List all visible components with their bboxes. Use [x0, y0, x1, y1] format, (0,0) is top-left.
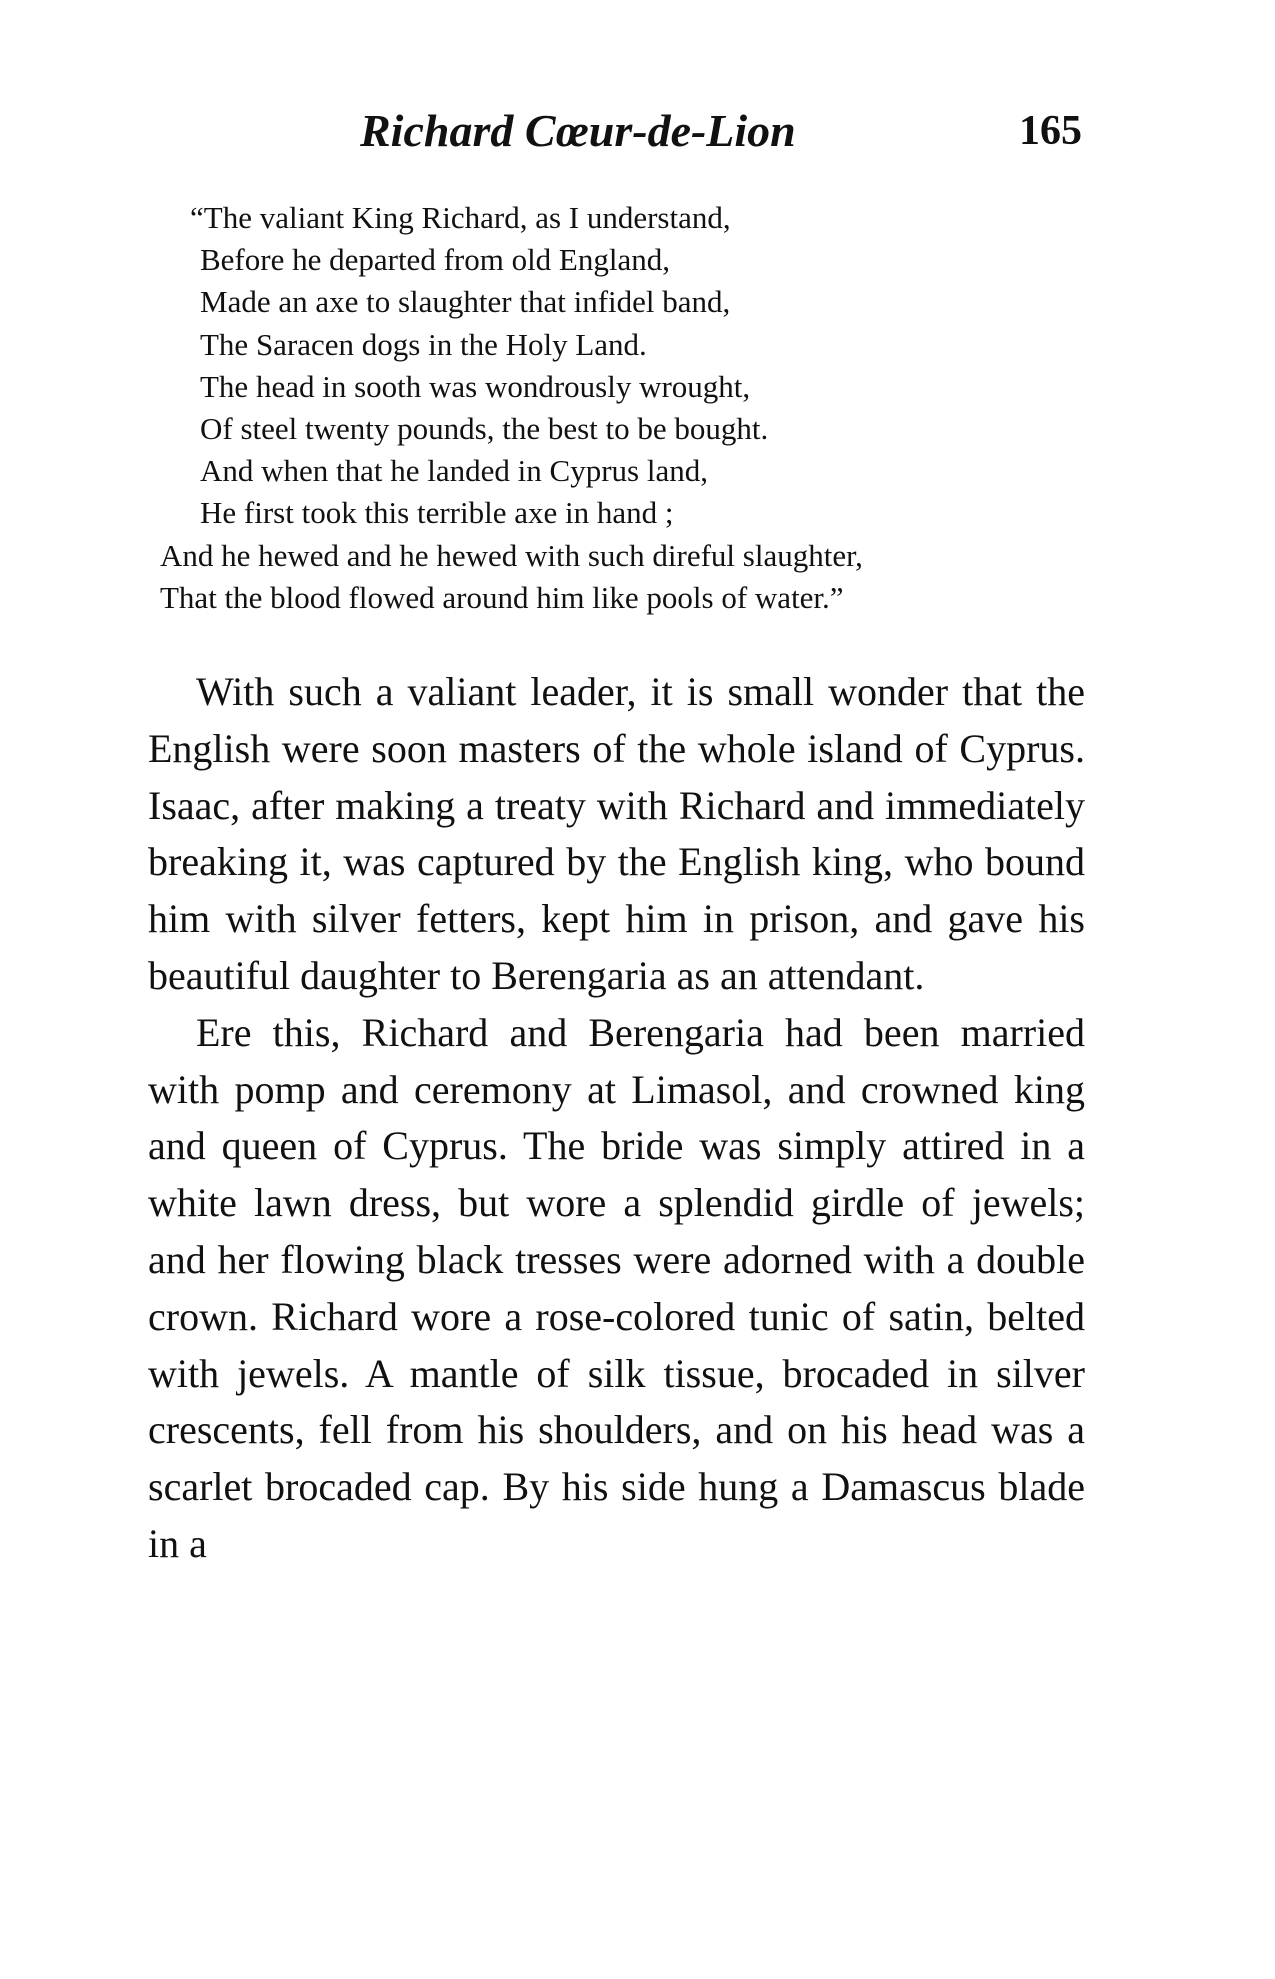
- verse-line: Of steel twenty pounds, the best to be bought.: [200, 410, 769, 446]
- verse-line: And he hewed and he hewed with such direful slaughter,: [160, 537, 863, 573]
- verse-line: Before he departed from old England,: [200, 242, 670, 278]
- verse-line: “The valiant King Richard, as I understand,: [190, 200, 731, 235]
- running-title: Richard Cœur-de-Lion: [360, 105, 796, 156]
- verse-line: And when that he landed in Cyprus land,: [200, 453, 708, 489]
- page-number: 165: [1019, 108, 1082, 154]
- verse-quotation: [160, 197, 1100, 619]
- paragraph: Ere this, Richard and Berengaria had been married with pomp and ceremony at Limasol, and crowned king and queen of Cyprus. The bride was simply attired in a white lawn dress, but wore a splendid girdle of jewels; and her flowing black tresses were adorned with a double crown. Richard wore a rose-colored tunic of satin, belted with jewels. A mantle of silk tissue, brocaded in silver crescents, fell from his shoulders, and on his head was a scarlet brocaded cap. By his side hung a Damascus blade in a: [148, 1009, 1085, 1566]
- verse-line: The head in sooth was wondrously wrought,: [200, 368, 751, 404]
- running-head: [360, 103, 1082, 163]
- paragraph: With such a valiant leader, it is small wonder that the English were soon masters of the whole island of Cyprus. Isaac, after making a treaty with Richard and immediately breaking it, was captured by the English king, who bound him with silver fetters, kept him in prison, and gave his beautiful daughter to Berengaria as an attendant.: [148, 669, 1085, 998]
- verse-line: Made an axe to slaughter that infidel band,: [200, 284, 731, 320]
- verse-line: The Saracen dogs in the Holy Land.: [200, 326, 647, 362]
- body-text: [148, 664, 1085, 1573]
- verse-line: He first took this terrible axe in hand ;: [200, 495, 674, 531]
- verse-line: That the blood flowed around him like pools of water.”: [160, 579, 844, 615]
